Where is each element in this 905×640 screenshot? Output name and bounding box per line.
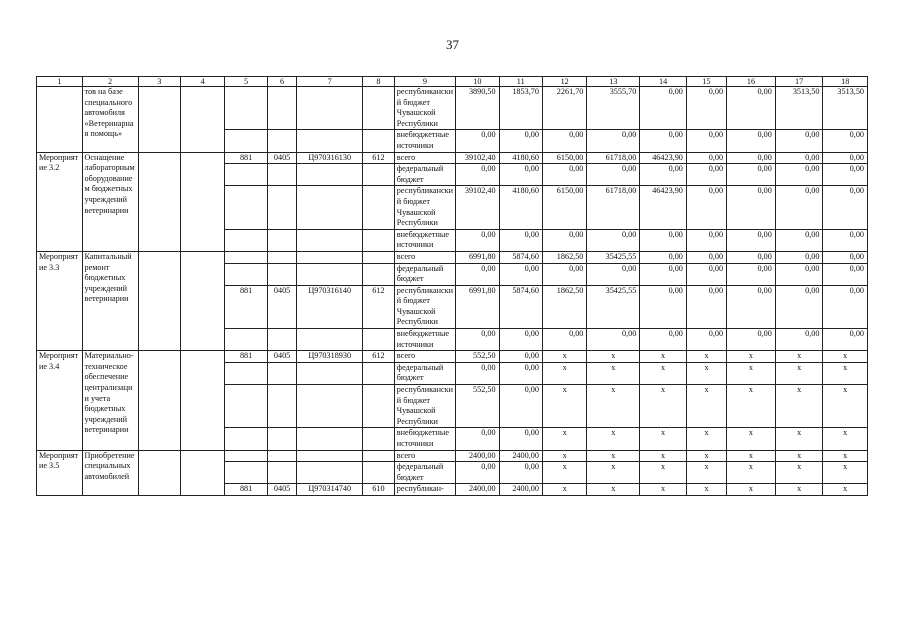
- funding-source-cell: внебюджетные источники: [394, 229, 455, 251]
- column-number-cell: 15: [686, 77, 726, 87]
- measure-description-cell: Капитальный ремонт бюджетных учреждений ветеринарии: [82, 251, 138, 350]
- year-amount-cell: 39102,40: [456, 186, 499, 229]
- year-amount-cell: x: [640, 450, 687, 462]
- year-amount-cell: x: [542, 484, 586, 496]
- year-amount-cell: 4180,60: [499, 186, 542, 229]
- year-amount-cell: x: [542, 428, 586, 450]
- year-amount-cell: x: [727, 462, 776, 484]
- year-amount-cell: 0,00: [686, 263, 726, 285]
- year-amount-cell: 0,00: [686, 130, 726, 152]
- year-amount-cell: 0,00: [727, 263, 776, 285]
- year-amount-cell: x: [640, 351, 687, 363]
- year-amount-cell: 0,00: [587, 130, 640, 152]
- year-amount-cell: 0,00: [587, 229, 640, 251]
- column-number-cell: 1: [37, 77, 83, 87]
- year-amount-cell: x: [587, 462, 640, 484]
- section-code-cell: [267, 87, 297, 130]
- year-amount-cell: x: [727, 385, 776, 428]
- year-amount-cell: 5874,60: [499, 285, 542, 328]
- column-number-cell: 5: [225, 77, 267, 87]
- measure-description-cell: Приобретение специальных автомобилей: [82, 450, 138, 495]
- executor-cell: [138, 87, 180, 153]
- year-amount-cell: x: [775, 450, 823, 462]
- funding-source-cell: федеральный бюджет: [394, 164, 455, 186]
- year-amount-cell: x: [686, 450, 726, 462]
- expense-type-cell: [363, 130, 395, 152]
- executor-cell: [138, 152, 180, 251]
- year-amount-cell: x: [775, 362, 823, 384]
- year-amount-cell: 4180,60: [499, 152, 542, 164]
- indicator-cell: [180, 152, 224, 251]
- indicator-cell: [180, 351, 224, 450]
- funding-source-cell: внебюджетные источники: [394, 130, 455, 152]
- table-row: [37, 351, 868, 363]
- year-amount-cell: x: [727, 428, 776, 450]
- grbs-code-cell: 881: [225, 351, 267, 363]
- year-amount-cell: 0,00: [823, 285, 868, 328]
- year-amount-cell: x: [587, 351, 640, 363]
- target-article-cell: [297, 385, 363, 428]
- expense-type-cell: [363, 329, 395, 351]
- grbs-code-cell: [225, 164, 267, 186]
- year-amount-cell: 61718,00: [587, 186, 640, 229]
- year-amount-cell: 0,00: [456, 329, 499, 351]
- year-amount-cell: 0,00: [499, 263, 542, 285]
- year-amount-cell: x: [775, 428, 823, 450]
- year-amount-cell: 0,00: [727, 229, 776, 251]
- year-amount-cell: x: [823, 362, 868, 384]
- indicator-cell: [180, 450, 224, 495]
- funding-source-cell: республиканский бюджет Чувашской Республики: [394, 87, 455, 130]
- year-amount-cell: x: [775, 484, 823, 496]
- executor-cell: [138, 251, 180, 350]
- year-amount-cell: x: [542, 362, 586, 384]
- target-article-cell: [297, 362, 363, 384]
- year-amount-cell: 2400,00: [499, 450, 542, 462]
- year-amount-cell: 5874,60: [499, 251, 542, 263]
- page-number: 37: [446, 37, 459, 52]
- year-amount-cell: x: [686, 362, 726, 384]
- year-amount-cell: 0,00: [686, 152, 726, 164]
- year-amount-cell: 2400,00: [499, 484, 542, 496]
- target-article-cell: [297, 462, 363, 484]
- funding-source-cell: внебюджетные источники: [394, 329, 455, 351]
- measure-name-cell: Мероприятие 3.5: [37, 450, 83, 495]
- grbs-code-cell: [225, 130, 267, 152]
- year-amount-cell: x: [775, 351, 823, 363]
- year-amount-cell: 0,00: [587, 164, 640, 186]
- year-amount-cell: 6991,80: [456, 251, 499, 263]
- year-amount-cell: 35425,55: [587, 251, 640, 263]
- year-amount-cell: 6991,80: [456, 285, 499, 328]
- grbs-code-cell: [225, 87, 267, 130]
- year-amount-cell: x: [823, 484, 868, 496]
- target-article-cell: Ц970318930: [297, 351, 363, 363]
- year-amount-cell: x: [587, 362, 640, 384]
- target-article-cell: [297, 87, 363, 130]
- year-amount-cell: 0,00: [686, 229, 726, 251]
- year-amount-cell: 6150,00: [542, 186, 586, 229]
- grbs-code-cell: [225, 229, 267, 251]
- column-number-row: [37, 77, 868, 87]
- column-number-cell: 10: [456, 77, 499, 87]
- column-number-cell: 6: [267, 77, 297, 87]
- target-article-cell: [297, 450, 363, 462]
- section-code-cell: 0405: [267, 351, 297, 363]
- measure-description-cell: Оснащение лабораторным оборудованием бюджетных учреждений ветеринарии: [82, 152, 138, 251]
- year-amount-cell: 0,00: [686, 285, 726, 328]
- target-article-cell: [297, 251, 363, 263]
- target-article-cell: [297, 329, 363, 351]
- year-amount-cell: 0,00: [542, 329, 586, 351]
- year-amount-cell: 0,00: [823, 263, 868, 285]
- funding-source-cell: республиканский бюджет Чувашской Республики: [394, 186, 455, 229]
- grbs-code-cell: 881: [225, 152, 267, 164]
- year-amount-cell: x: [542, 385, 586, 428]
- target-article-cell: Ц970314740: [297, 484, 363, 496]
- year-amount-cell: 0,00: [823, 329, 868, 351]
- grbs-code-cell: [225, 362, 267, 384]
- year-amount-cell: 0,00: [775, 186, 823, 229]
- section-code-cell: 0405: [267, 285, 297, 328]
- funding-source-cell: всего: [394, 351, 455, 363]
- year-amount-cell: 0,00: [640, 263, 687, 285]
- year-amount-cell: 0,00: [456, 263, 499, 285]
- expense-type-cell: 612: [363, 285, 395, 328]
- year-amount-cell: 61718,00: [587, 152, 640, 164]
- target-article-cell: [297, 428, 363, 450]
- year-amount-cell: x: [686, 462, 726, 484]
- year-amount-cell: 46423,90: [640, 186, 687, 229]
- year-amount-cell: 0,00: [686, 87, 726, 130]
- grbs-code-cell: [225, 251, 267, 263]
- column-number-cell: 3: [138, 77, 180, 87]
- year-amount-cell: x: [587, 428, 640, 450]
- grbs-code-cell: [225, 462, 267, 484]
- column-number-cell: 8: [363, 77, 395, 87]
- year-amount-cell: 0,00: [686, 164, 726, 186]
- expense-type-cell: [363, 229, 395, 251]
- grbs-code-cell: [225, 450, 267, 462]
- column-number-cell: 7: [297, 77, 363, 87]
- year-amount-cell: 0,00: [775, 285, 823, 328]
- year-amount-cell: x: [823, 428, 868, 450]
- year-amount-cell: 0,00: [775, 130, 823, 152]
- funding-source-cell: республиканский бюджет Чувашской Республики: [394, 285, 455, 328]
- year-amount-cell: x: [640, 385, 687, 428]
- target-article-cell: [297, 130, 363, 152]
- year-amount-cell: x: [542, 462, 586, 484]
- target-article-cell: [297, 263, 363, 285]
- measure-name-cell: [37, 87, 83, 153]
- year-amount-cell: x: [542, 351, 586, 363]
- target-article-cell: [297, 164, 363, 186]
- year-amount-cell: x: [640, 428, 687, 450]
- executor-cell: [138, 351, 180, 450]
- year-amount-cell: 0,00: [727, 285, 776, 328]
- year-amount-cell: 0,00: [456, 130, 499, 152]
- year-amount-cell: 0,00: [686, 186, 726, 229]
- column-number-cell: 14: [640, 77, 687, 87]
- section-code-cell: [267, 428, 297, 450]
- year-amount-cell: 3555,70: [587, 87, 640, 130]
- year-amount-cell: 6150,00: [542, 152, 586, 164]
- grbs-code-cell: 881: [225, 484, 267, 496]
- column-number-cell: 13: [587, 77, 640, 87]
- grbs-code-cell: [225, 428, 267, 450]
- section-code-cell: [267, 186, 297, 229]
- measure-name-cell: Мероприятие 3.2: [37, 152, 83, 251]
- year-amount-cell: 0,00: [823, 251, 868, 263]
- table-row: [37, 87, 868, 130]
- column-number-cell: 2: [82, 77, 138, 87]
- year-amount-cell: 0,00: [499, 130, 542, 152]
- year-amount-cell: 1853,70: [499, 87, 542, 130]
- year-amount-cell: 0,00: [823, 130, 868, 152]
- column-number-cell: 4: [180, 77, 224, 87]
- expense-type-cell: 610: [363, 484, 395, 496]
- expense-type-cell: [363, 87, 395, 130]
- measure-description-cell: тов на базе специального автомобиля «Ветеринарная помощь»: [82, 87, 138, 153]
- section-code-cell: [267, 130, 297, 152]
- funding-source-cell: федеральный бюджет: [394, 362, 455, 384]
- year-amount-cell: x: [640, 362, 687, 384]
- year-amount-cell: x: [727, 362, 776, 384]
- year-amount-cell: 0,00: [823, 152, 868, 164]
- section-code-cell: [267, 329, 297, 351]
- expense-type-cell: 612: [363, 152, 395, 164]
- year-amount-cell: 552,50: [456, 385, 499, 428]
- year-amount-cell: x: [823, 462, 868, 484]
- year-amount-cell: 35425,55: [587, 285, 640, 328]
- year-amount-cell: 2400,00: [456, 484, 499, 496]
- year-amount-cell: 3890,50: [456, 87, 499, 130]
- measure-name-cell: Мероприятие 3.4: [37, 351, 83, 450]
- year-amount-cell: 0,00: [499, 462, 542, 484]
- year-amount-cell: 0,00: [456, 164, 499, 186]
- year-amount-cell: x: [727, 450, 776, 462]
- funding-source-cell: федеральный бюджет: [394, 462, 455, 484]
- year-amount-cell: 0,00: [686, 329, 726, 351]
- year-amount-cell: x: [587, 385, 640, 428]
- year-amount-cell: 0,00: [587, 263, 640, 285]
- year-amount-cell: 0,00: [456, 362, 499, 384]
- section-code-cell: [267, 263, 297, 285]
- year-amount-cell: 0,00: [727, 164, 776, 186]
- funding-source-cell: республиканский бюджет Чувашской Республики: [394, 385, 455, 428]
- year-amount-cell: x: [823, 385, 868, 428]
- year-amount-cell: x: [823, 450, 868, 462]
- section-code-cell: [267, 362, 297, 384]
- year-amount-cell: 0,00: [775, 263, 823, 285]
- expense-type-cell: [363, 263, 395, 285]
- year-amount-cell: 0,00: [456, 428, 499, 450]
- year-amount-cell: 0,00: [499, 362, 542, 384]
- expense-type-cell: [363, 428, 395, 450]
- section-code-cell: [267, 251, 297, 263]
- expense-type-cell: [363, 251, 395, 263]
- funding-source-cell: федеральный бюджет: [394, 263, 455, 285]
- funding-source-cell: всего: [394, 450, 455, 462]
- year-amount-cell: 0,00: [456, 462, 499, 484]
- section-code-cell: 0405: [267, 484, 297, 496]
- year-amount-cell: 0,00: [499, 428, 542, 450]
- year-amount-cell: 0,00: [727, 87, 776, 130]
- target-article-cell: Ц970316140: [297, 285, 363, 328]
- year-amount-cell: 0,00: [587, 329, 640, 351]
- indicator-cell: [180, 87, 224, 153]
- year-amount-cell: x: [587, 484, 640, 496]
- year-amount-cell: 0,00: [686, 251, 726, 263]
- year-amount-cell: 0,00: [727, 186, 776, 229]
- expense-type-cell: [363, 450, 395, 462]
- year-amount-cell: 552,50: [456, 351, 499, 363]
- expense-type-cell: [363, 385, 395, 428]
- funding-source-cell: всего: [394, 251, 455, 263]
- grbs-code-cell: 881: [225, 285, 267, 328]
- year-amount-cell: 0,00: [640, 164, 687, 186]
- grbs-code-cell: [225, 385, 267, 428]
- year-amount-cell: 0,00: [775, 229, 823, 251]
- year-amount-cell: 0,00: [640, 251, 687, 263]
- year-amount-cell: x: [823, 351, 868, 363]
- year-amount-cell: x: [727, 351, 776, 363]
- year-amount-cell: 0,00: [542, 164, 586, 186]
- year-amount-cell: 0,00: [499, 329, 542, 351]
- year-amount-cell: x: [686, 484, 726, 496]
- target-article-cell: [297, 186, 363, 229]
- funding-table: [36, 76, 868, 496]
- expense-type-cell: [363, 186, 395, 229]
- year-amount-cell: x: [686, 351, 726, 363]
- table-row: [37, 251, 868, 263]
- year-amount-cell: 0,00: [640, 130, 687, 152]
- year-amount-cell: 3513,50: [775, 87, 823, 130]
- year-amount-cell: 0,00: [499, 351, 542, 363]
- grbs-code-cell: [225, 186, 267, 229]
- grbs-code-cell: [225, 263, 267, 285]
- funding-source-cell: всего: [394, 152, 455, 164]
- year-amount-cell: x: [686, 385, 726, 428]
- year-amount-cell: 0,00: [499, 385, 542, 428]
- section-code-cell: [267, 229, 297, 251]
- year-amount-cell: 0,00: [823, 229, 868, 251]
- expense-type-cell: [363, 462, 395, 484]
- year-amount-cell: 0,00: [823, 186, 868, 229]
- year-amount-cell: 0,00: [727, 251, 776, 263]
- expense-type-cell: [363, 362, 395, 384]
- column-number-cell: 18: [823, 77, 868, 87]
- year-amount-cell: x: [775, 462, 823, 484]
- year-amount-cell: 0,00: [775, 251, 823, 263]
- year-amount-cell: 0,00: [775, 152, 823, 164]
- section-code-cell: [267, 462, 297, 484]
- table-body: [37, 77, 868, 496]
- year-amount-cell: 0,00: [542, 263, 586, 285]
- measure-description-cell: Материально-техническое обеспечение централизации учета бюджетных учреждений ветеринарии: [82, 351, 138, 450]
- year-amount-cell: x: [587, 450, 640, 462]
- section-code-cell: [267, 450, 297, 462]
- year-amount-cell: 0,00: [542, 130, 586, 152]
- year-amount-cell: 0,00: [823, 164, 868, 186]
- year-amount-cell: 0,00: [542, 229, 586, 251]
- year-amount-cell: 0,00: [727, 152, 776, 164]
- year-amount-cell: 0,00: [775, 164, 823, 186]
- year-amount-cell: x: [727, 484, 776, 496]
- year-amount-cell: 39102,40: [456, 152, 499, 164]
- year-amount-cell: x: [775, 385, 823, 428]
- year-amount-cell: 0,00: [456, 229, 499, 251]
- year-amount-cell: 0,00: [727, 329, 776, 351]
- table-row: [37, 450, 868, 462]
- table-row: [37, 152, 868, 164]
- year-amount-cell: x: [640, 462, 687, 484]
- funding-source-cell: республикан-: [394, 484, 455, 496]
- column-number-cell: 12: [542, 77, 586, 87]
- year-amount-cell: 0,00: [727, 130, 776, 152]
- year-amount-cell: 0,00: [640, 229, 687, 251]
- target-article-cell: Ц970316130: [297, 152, 363, 164]
- expense-type-cell: 612: [363, 351, 395, 363]
- executor-cell: [138, 450, 180, 495]
- year-amount-cell: 2400,00: [456, 450, 499, 462]
- year-amount-cell: 0,00: [640, 87, 687, 130]
- section-code-cell: [267, 164, 297, 186]
- column-number-cell: 17: [775, 77, 823, 87]
- measure-name-cell: Мероприятие 3.3: [37, 251, 83, 350]
- year-amount-cell: x: [640, 484, 687, 496]
- column-number-cell: 16: [727, 77, 776, 87]
- year-amount-cell: 0,00: [775, 329, 823, 351]
- year-amount-cell: 46423,90: [640, 152, 687, 164]
- column-number-cell: 11: [499, 77, 542, 87]
- section-code-cell: [267, 385, 297, 428]
- year-amount-cell: x: [542, 450, 586, 462]
- year-amount-cell: 3513,50: [823, 87, 868, 130]
- expense-type-cell: [363, 164, 395, 186]
- funding-source-cell: внебюджетные источники: [394, 428, 455, 450]
- year-amount-cell: 1862,50: [542, 251, 586, 263]
- section-code-cell: 0405: [267, 152, 297, 164]
- year-amount-cell: 0,00: [499, 164, 542, 186]
- grbs-code-cell: [225, 329, 267, 351]
- column-number-cell: 9: [394, 77, 455, 87]
- year-amount-cell: 1862,50: [542, 285, 586, 328]
- year-amount-cell: 2261,70: [542, 87, 586, 130]
- year-amount-cell: x: [686, 428, 726, 450]
- target-article-cell: [297, 229, 363, 251]
- year-amount-cell: 0,00: [640, 285, 687, 328]
- year-amount-cell: 0,00: [640, 329, 687, 351]
- indicator-cell: [180, 251, 224, 350]
- year-amount-cell: 0,00: [499, 229, 542, 251]
